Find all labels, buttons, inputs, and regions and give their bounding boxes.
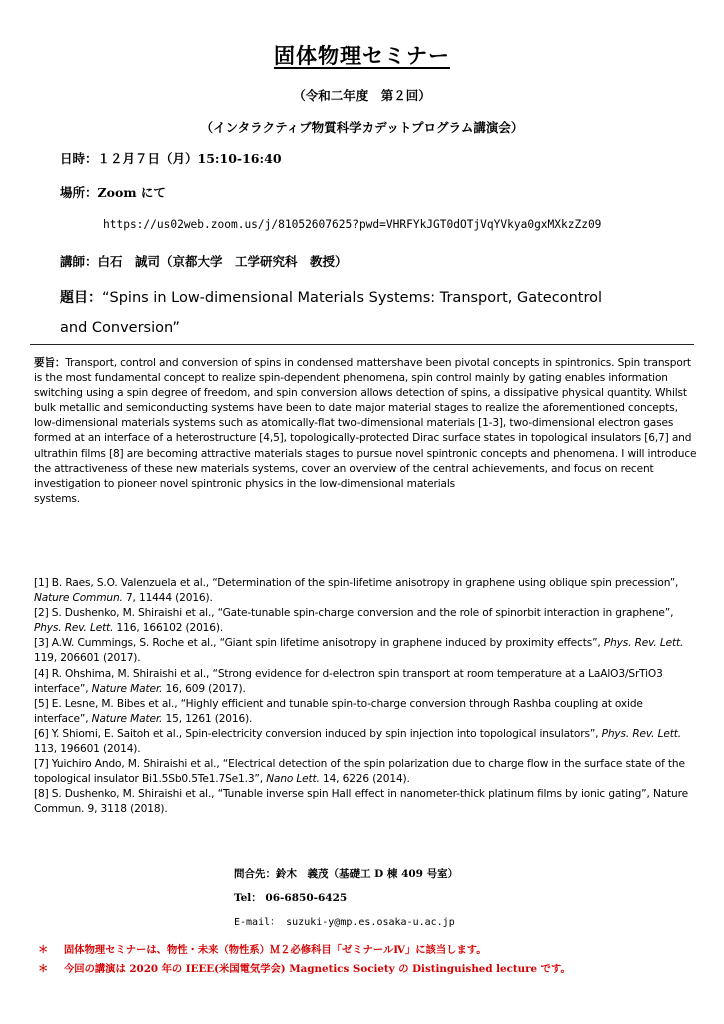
contact-person: 問合先：鈴木 義茂（基礎工 D 棟 409 号室） [234,868,459,880]
reference-journal: Phys. Rev. Lett. [603,637,684,650]
note-text: 今回の講演は 2020 年の IEEE(米国電気学会) Magnetics Society の Distinguished lecture です。 [64,963,571,975]
date-label: 日時： [60,151,98,166]
abstract [34,356,698,507]
reference-item [34,697,698,727]
place-value: Zoom にて [97,185,166,200]
reference-item [34,606,698,636]
abstract-tail: systems. [34,492,80,505]
reference-text: [2] S. Dushenko, M. Shiraishi et al., “Gate-tunable spin-charge conversion and the role of spinorbit interaction in graphene”, [34,607,674,620]
title-text: 固体物理セミナー [274,43,450,68]
reference-cite: 116, 166102 (2016). [113,622,224,635]
topic-line-2: and Conversion” [60,320,180,336]
reference-cite: 16, 609 (2017). [162,682,246,695]
reference-journal: Phys. Rev. Lett. [601,727,681,740]
reference-item [34,787,698,817]
speaker-label: 講師： [60,254,98,269]
note-distinguished-lecture [38,960,571,975]
reference-item [34,636,698,666]
speaker-value: 白石 誠司（京都大学 工学研究科 教授） [97,254,348,269]
reference-item [34,757,698,787]
asterisk-icon: ＊ [38,944,49,956]
place-row [60,183,166,201]
reference-item [34,727,698,757]
topic-line-1: “Spins in Low-dimensional Materials Systems: Transport, Gatecontrol [102,290,602,306]
reference-text: [6] Y. Shiomi, E. Saitoh et al., Spin-electricity conversion induced by spin injection into topological insulators”, [34,727,602,740]
date-row [60,149,282,167]
reference-journal: Nature Commun. [34,592,123,605]
page-title [0,40,724,70]
speaker-row [60,252,348,270]
session-label: （令和二年度 第２回） [293,88,431,103]
reference-text: [1] B. Raes, S.O. Valenzuela et al., “Determination of the spin-lifetime anisotropy in graphene using oblique spin precession”, [34,577,679,589]
reference-text: [5] E. Lesne, M. Bibes et al., “Highly efficient and tunable spin-to-charge conversion through Rashba coupling at oxide interface”, [34,697,643,725]
reference-item [34,576,698,606]
asterisk-icon: ＊ [38,963,49,975]
abstract-label: 要旨： [34,357,66,369]
reference-text: [4] R. Ohshima, M. Shiraishi et al., “Strong evidence for d-electron spin transport at room temperature at a LaAlO3/SrTiO3 interface”, [34,667,663,695]
date-value: １２月７日（月）15:10-16:40 [97,151,282,166]
note-course-credit [38,941,487,956]
reference-journal: Nature Mater. [91,712,163,725]
reference-cite: 7, 11444 (2016). [122,592,213,605]
reference-cite: 15, 1261 (2016). [162,712,253,725]
note-text: 固体物理セミナーは、物性・未来（物性系）Ｍ２必修科目「ゼミナールⅣ」に該当します。 [64,944,487,956]
reference-text: [3] A.W. Cummings, S. Roche et al., “Giant spin lifetime anisotropy in graphene induced by proximity effects”, [34,637,604,650]
reference-text: [8] S. Dushenko, M. Shiraishi et al., “Tunable inverse spin Hall effect in nanometer-thick platinum films by ionic gating”, Nature Commun. 9, 3118 (2018). [34,788,688,816]
reference-cite: 14, 6226 (2014). [319,773,410,786]
reference-journal: Nature Mater. [91,682,163,695]
reference-text: [7] Yuichiro Ando, M. Shiraishi et al., “Electrical detection of the spin polarization due to charge flow in the surface state of the topological insulator Bi1.5Sb0.5Te1.7Se1.3”, [34,758,685,786]
abstract-text: Transport, control and conversion of spins in condensed mattershave been pivotal concepts in spintronics. Spin transport is the most fundamental concept to realize spin-dependent phenomena, spin control mainly by gating enables information switching using a spin degree of freedom, and spin conversion allows detection of spins, a dissipative physical quantity. Whilst bulk metallic and semiconducting systems have been to date major material stages to realize the aforementioned concepts, low-dimensional materials systems such as atomically-flat two-dimensional materials [1-3], two-dimensional electron gases formed at an interface of a heterostructure [4,5], topologically-protected Dirac surface states in topological insulators [6,7] and ultrathin films [8] are becoming attractive materials stages to pursue novel spintronic concepts and phenomena. I will introduce the attractiveness of these new materials systems, cover an overview of the central achievements, and focus on recent investigation to pioneer novel spintronic physics in the low-dimensional materials [34,357,697,490]
section-divider [30,344,694,345]
place-label: 場所： [60,185,98,200]
zoom-link[interactable]: https://us02web.zoom.us/j/81052607625?pwd=VHRFYkJGT0dOTjVqYVkya0gxMXkzZz09 [103,218,602,231]
reference-item [34,667,698,697]
reference-journal: Phys. Rev. Lett. [34,622,114,635]
contact-email[interactable]: E-mail： suzuki-y@mp.es.osaka-u.ac.jp [234,917,455,928]
topic-row [60,287,602,307]
reference-journal: Nano Lett. [266,773,320,786]
reference-list [34,576,698,818]
program-label: （インタラクティブ物質科学カデットプログラム講演会） [200,120,524,135]
contact-phone: Tel： 06-6850-6425 [234,892,348,904]
reference-cite: 113, 196601 (2014). [34,743,141,756]
topic-label: 題目： [60,290,102,306]
reference-cite: 119, 206601 (2017). [34,652,141,665]
